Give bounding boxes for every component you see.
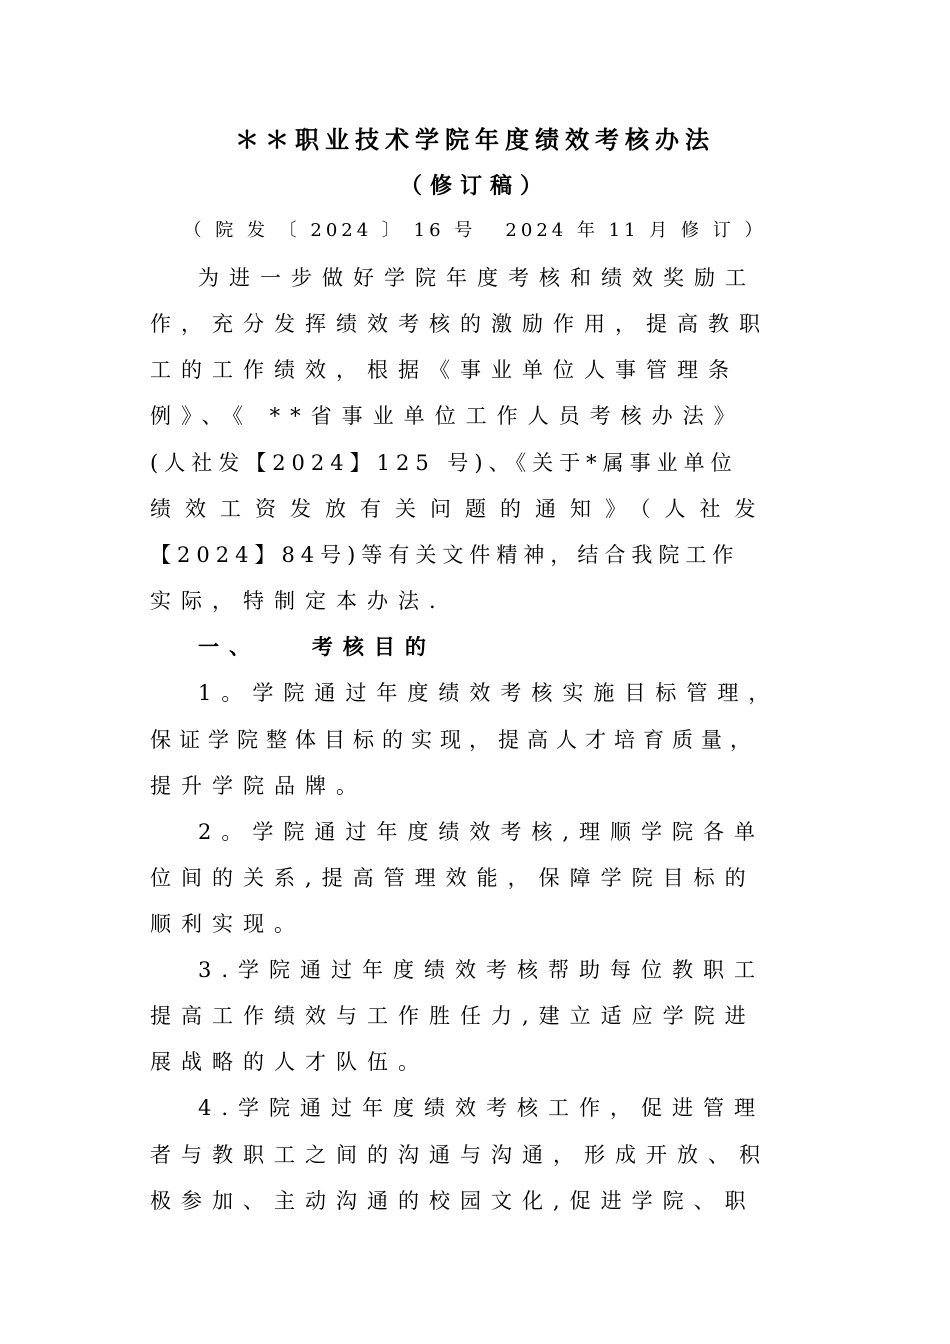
paragraph-line: 保证学院整体目标的实现，提高人才培育质量， [150,728,759,752]
paragraph-line: 极参加、主动沟通的校园文化,促进学院、职 [150,1189,756,1213]
paragraph-line: 4.学院通过年度绩效考核工作，促进管理 [198,1096,766,1120]
paragraph-line: 作，充分发挥绩效考核的激励作用，提高教职 [150,312,770,336]
paragraph-line: 3.学院通过年度绩效考核帮助每位教职工 [198,958,766,982]
paragraph-line: 1。学院通过年度绩效考核实施目标管理， [198,681,780,705]
paragraph-line: 例》、《 **省事业单位工作人员考核办法》 [150,404,745,428]
paragraph-line: 顺利实现。 [150,912,305,936]
paragraph-line: (人社发【2024】125 号)、《关于*属事业单位 [150,451,738,475]
paragraph-line: 位间的关系,提高管理效能，保障学院目标的 [150,866,756,890]
paragraph-line: 工的工作绩效，根据《事业单位人事管理条 [150,358,739,382]
paragraph-line: 为进一步做好学院年度考核和绩效奖励工 [198,266,756,290]
document-number: （ 院 发 〔 2024 〕 16 号 2024 年 11 月 修 订 ） [183,220,767,241]
section-heading: 一、 考核目的 [198,635,436,659]
document-title: ＊＊职业技术学院年度绩效考核办法 [235,126,715,154]
paragraph-line: 展战略的人才队伍。 [150,1050,429,1074]
paragraph-line: 绩效工资发放有关问题的通知》（人社发 [150,497,770,521]
paragraph-line: 【2024】84号)等有关文件精神，结合我院工作 [150,543,740,567]
paragraph-line: 提升学院品牌。 [150,774,367,798]
paragraph-line: 提高工作绩效与工作胜任力,建立适应学院进 [150,1004,756,1028]
paragraph-line: 实际，特制定本办法. [150,589,446,613]
paragraph-line: 2。学院通过年度绩效考核,理顺学院各单 [198,820,766,844]
paragraph-line: 者与教职工之间的沟通与沟通，形成开放、积 [150,1143,770,1167]
document-subtitle: （修订稿） [399,174,550,199]
